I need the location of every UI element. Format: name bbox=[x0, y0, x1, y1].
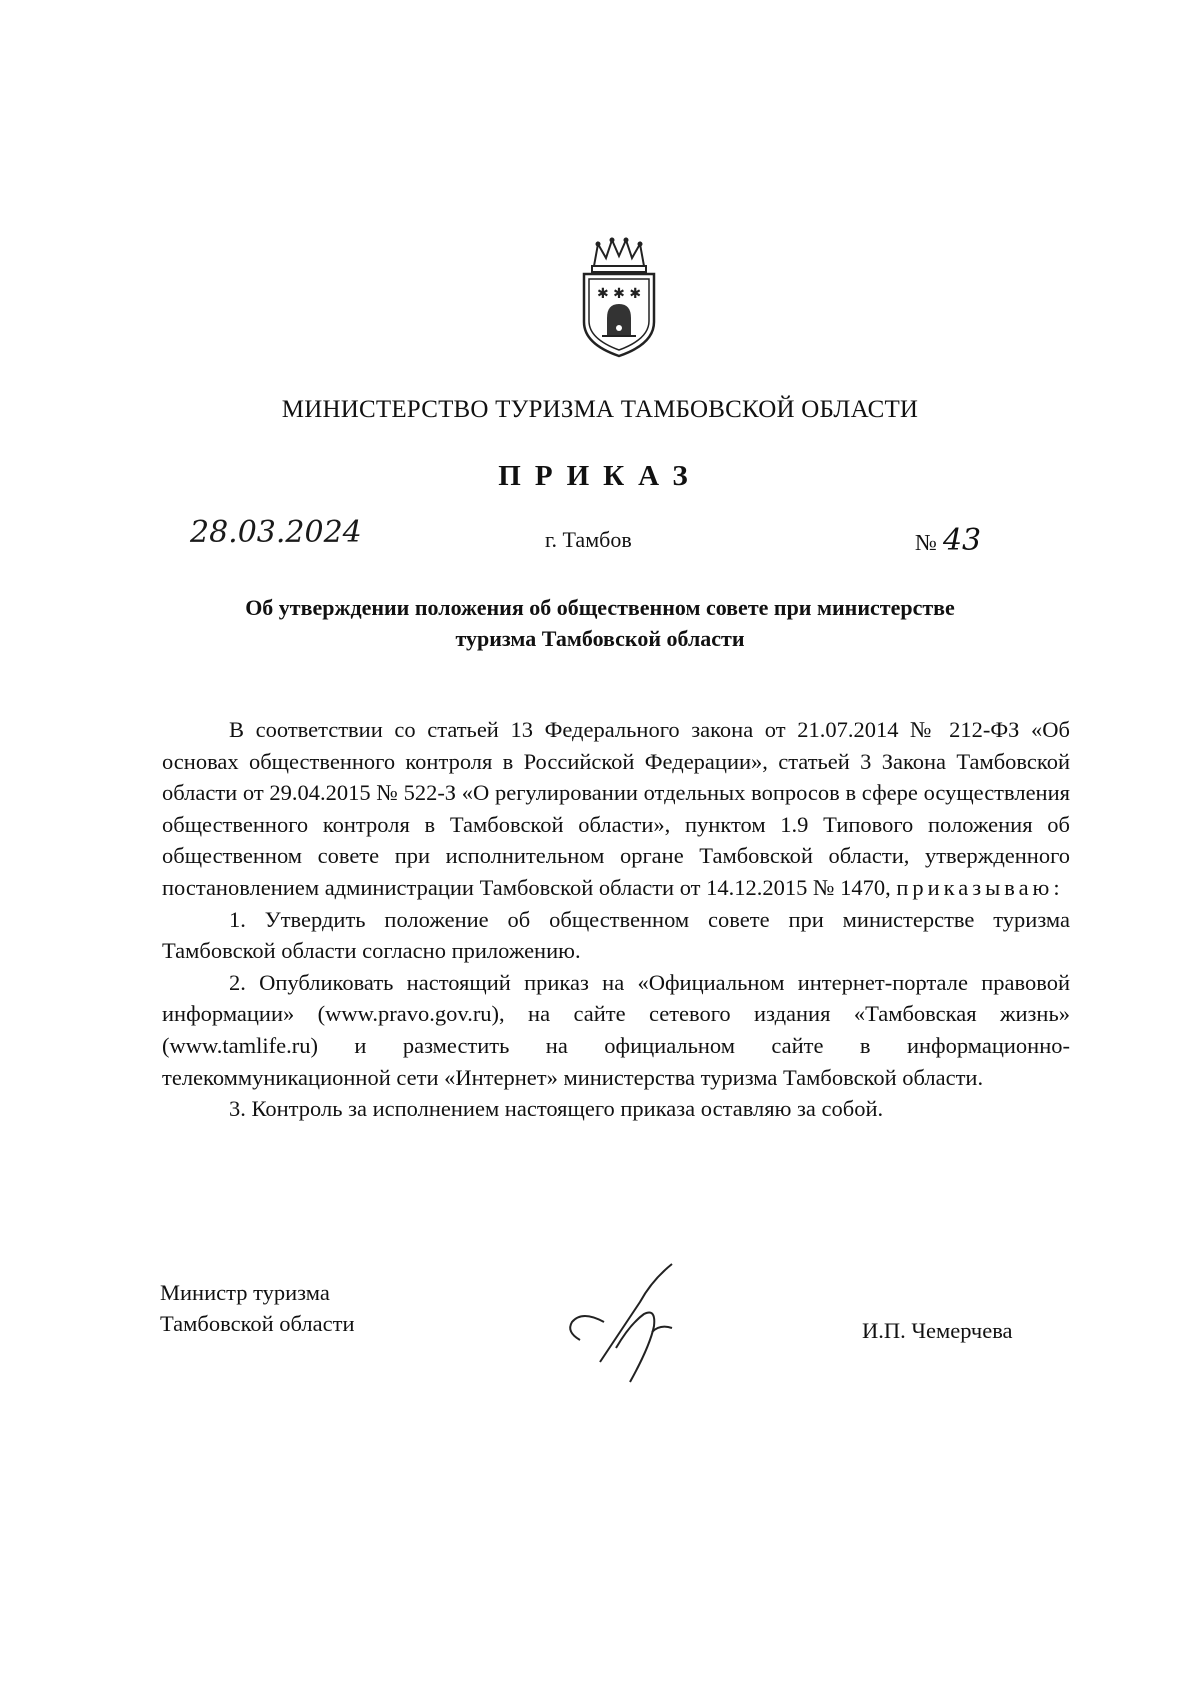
handwritten-number: 43 bbox=[942, 523, 982, 558]
number-sign: № bbox=[915, 530, 937, 555]
svg-text:✱ ✱ ✱: ✱ ✱ ✱ bbox=[596, 286, 642, 302]
signer-position bbox=[160, 1277, 355, 1339]
body-item-3: 3. Контроль за исполнением настоящего приказа оставляю за собой. bbox=[229, 1096, 884, 1122]
subject-line-1: Об утверждении положения об общественном совете при министерстве bbox=[245, 595, 955, 620]
subject-line-2: туризма Тамбовской области bbox=[455, 626, 745, 651]
signer-position-line-1: Министр туризма bbox=[160, 1280, 330, 1305]
handwritten-signature bbox=[560, 1262, 720, 1392]
order-body bbox=[162, 714, 1070, 1125]
body-item-2: 2. Опубликовать настоящий приказ на «Официальном интернет-портале правовой информации» (www.pravo.gov.ru), на сайте сетевого издания «Тамбовская жизнь» (www.tamlife.ru) и разместить на официальном сайте в информационно-телекоммуникационной сети «Интернет» министерства туризма Тамбовской области. bbox=[162, 969, 1070, 1090]
ministry-name: МИНИСТЕРСТВО ТУРИЗМА ТАМБОВСКОЙ ОБЛАСТИ bbox=[281, 396, 919, 423]
coat-of-arms-icon bbox=[574, 236, 664, 360]
order-word: приказываю: bbox=[896, 874, 1064, 900]
body-intro-text: В соответствии со статьей 13 Федерального закона от 21.07.2014 № 212-ФЗ «Об основах общественного контроля в Российской Федерации», статьей 3 Закона Тамбовской области от 29.04.2015 № 522-З «О регулировании отдельных вопросов в сфере осуществления общественного контроля в Тамбовской области», пунктом 1.9 Типового положения об общественном совете при исполнительном органе Тамбовской области, утвержденного постановлением администрации Тамбовской области от 14.12.2015 № 1470, bbox=[162, 717, 1070, 900]
order-number bbox=[915, 523, 981, 558]
handwritten-date: 28.03.2024 bbox=[190, 515, 362, 550]
document-type-title: ПРИКАЗ bbox=[498, 460, 702, 492]
order-subject bbox=[160, 592, 1040, 654]
signer-position-line-2: Тамбовской области bbox=[160, 1311, 355, 1336]
signer-name: И.П. Чемерчева bbox=[862, 1318, 1013, 1343]
city-label: г. Тамбов bbox=[545, 527, 632, 552]
body-item-1: 1. Утвердить положение об общественном совете при министерстве туризма Тамбовской области согласно приложению. bbox=[162, 906, 1070, 964]
body-intro-paragraph bbox=[162, 714, 1070, 904]
